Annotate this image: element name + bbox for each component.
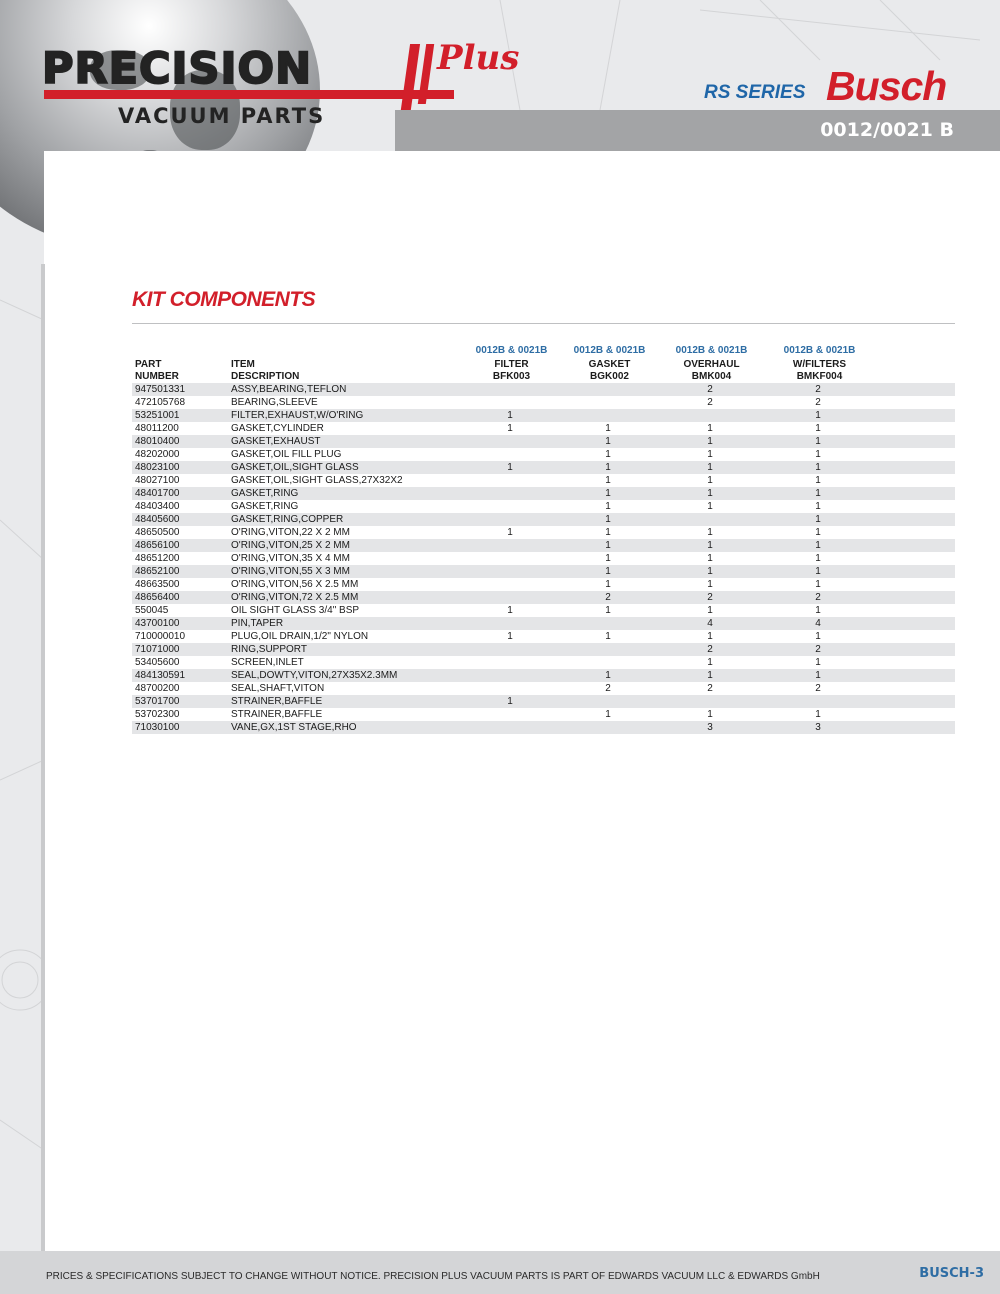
- part-number-cell: 48023100: [135, 462, 180, 473]
- quantity-cell: 1: [507, 631, 513, 642]
- quantity-cell: 1: [605, 566, 611, 577]
- part-number-cell: 48027100: [135, 475, 180, 486]
- table-row: [132, 513, 955, 526]
- description-cell: SEAL,SHAFT,VITON: [231, 683, 325, 694]
- part-number-cell: 53251001: [135, 410, 180, 421]
- description-cell: O'RING,VITON,35 X 4 MM: [231, 553, 350, 564]
- quantity-cell: 1: [815, 605, 821, 616]
- table-body: [132, 383, 955, 734]
- row-filler: [873, 630, 955, 643]
- quantity-cell: [657, 513, 763, 526]
- table-row: [132, 539, 955, 552]
- quantity-cell: [461, 396, 559, 409]
- header-line: BMK004: [691, 371, 732, 382]
- part-number-cell: 48011200: [135, 423, 179, 434]
- row-filler: [873, 552, 955, 565]
- part-number-cell: 48663500: [135, 579, 180, 590]
- quantity-cell: 1: [707, 605, 713, 616]
- quantity-cell: 1: [815, 579, 821, 590]
- description-cell: O'RING,VITON,55 X 3 MM: [231, 566, 350, 577]
- table-row: [132, 526, 955, 539]
- quantity-cell: [559, 721, 657, 734]
- quantity-cell: 1: [707, 631, 713, 642]
- row-filler: [873, 422, 955, 435]
- quantity-cell: 1: [707, 657, 713, 668]
- column-header-row: [132, 359, 955, 383]
- row-filler: [873, 487, 955, 500]
- quantity-cell: [461, 682, 559, 695]
- kit-group-label: 0012B & 0021B: [783, 345, 856, 356]
- kit-group-label: 0012B & 0021B: [475, 345, 548, 356]
- quantity-cell: 1: [815, 670, 821, 681]
- quantity-cell: [461, 721, 559, 734]
- quantity-cell: 2: [815, 683, 821, 694]
- quantity-cell: [461, 487, 559, 500]
- quantity-cell: 1: [605, 436, 611, 447]
- quantity-cell: 1: [707, 462, 713, 473]
- col-header-gasket-kit: [559, 359, 657, 383]
- row-filler: [873, 721, 955, 734]
- quantity-cell: 1: [815, 462, 821, 473]
- table-row: [132, 708, 955, 721]
- quantity-cell: 2: [815, 592, 821, 603]
- quantity-cell: [461, 513, 559, 526]
- quantity-cell: 1: [707, 553, 713, 564]
- quantity-cell: 1: [605, 631, 611, 642]
- quantity-cell: [461, 383, 559, 396]
- model-number: 0012/0021 B: [820, 119, 954, 141]
- quantity-cell: 1: [707, 709, 713, 720]
- quantity-cell: 1: [815, 631, 821, 642]
- header-line: FILTER: [494, 359, 529, 370]
- quantity-cell: 1: [707, 670, 713, 681]
- table-row: [132, 500, 955, 513]
- quantity-cell: 1: [605, 514, 611, 525]
- header-line: DESCRIPTION: [231, 371, 300, 382]
- part-number-cell: 48651200: [135, 553, 180, 564]
- page-number: BUSCH-3: [919, 1266, 984, 1281]
- quantity-cell: 1: [507, 527, 513, 538]
- description-cell: O'RING,VITON,25 X 2 MM: [231, 540, 350, 551]
- quantity-cell: 2: [707, 384, 713, 395]
- quantity-cell: [461, 578, 559, 591]
- logo-precision: PRECISION: [42, 44, 313, 94]
- description-cell: GASKET,OIL FILL PLUG: [231, 449, 342, 460]
- quantity-cell: [657, 695, 763, 708]
- kit-components-table: [132, 345, 955, 734]
- row-filler: [873, 409, 955, 422]
- quantity-cell: [461, 669, 559, 682]
- description-cell: ASSY,BEARING,TEFLON: [231, 384, 347, 395]
- description-cell: O'RING,VITON,22 X 2 MM: [231, 527, 350, 538]
- quantity-cell: [657, 409, 763, 422]
- quantity-cell: 1: [605, 527, 611, 538]
- header-line: ITEM: [231, 359, 255, 370]
- kit-group-label: 0012B & 0021B: [573, 345, 646, 356]
- quantity-cell: [559, 617, 657, 630]
- quantity-cell: [461, 708, 559, 721]
- quantity-cell: 1: [605, 579, 611, 590]
- col-header-part-number: [132, 359, 228, 383]
- row-filler: [873, 383, 955, 396]
- quantity-cell: [559, 383, 657, 396]
- quantity-cell: 1: [707, 488, 713, 499]
- logo-vacuum-parts: VACUUM PARTS: [118, 104, 326, 128]
- part-number-cell: 550045: [135, 605, 169, 616]
- quantity-cell: 2: [605, 683, 611, 694]
- quantity-cell: 1: [815, 657, 821, 668]
- part-number-cell: 710000010: [135, 631, 186, 642]
- quantity-cell: [461, 500, 559, 513]
- table-row: [132, 669, 955, 682]
- quantity-cell: 1: [507, 605, 513, 616]
- quantity-cell: 1: [815, 475, 821, 486]
- quantity-cell: 1: [707, 579, 713, 590]
- part-number-cell: 53405600: [135, 657, 180, 668]
- col-header-filter-kit: [461, 359, 559, 383]
- quantity-cell: 1: [815, 540, 821, 551]
- row-filler: [873, 539, 955, 552]
- quantity-cell: 1: [605, 501, 611, 512]
- part-number-cell: 71071000: [135, 644, 180, 655]
- quantity-cell: 1: [815, 501, 821, 512]
- table-row: [132, 396, 955, 409]
- quantity-cell: 3: [707, 722, 713, 733]
- quantity-cell: 1: [605, 475, 611, 486]
- row-filler: [873, 461, 955, 474]
- row-filler: [873, 604, 955, 617]
- quantity-cell: 1: [815, 436, 821, 447]
- quantity-cell: 4: [707, 618, 713, 629]
- table-row: [132, 461, 955, 474]
- quantity-cell: 1: [605, 605, 611, 616]
- quantity-cell: 1: [605, 488, 611, 499]
- part-number-cell: 48700200: [135, 683, 180, 694]
- header-line: GASKET: [588, 359, 631, 370]
- part-number-cell: 48202000: [135, 449, 180, 460]
- part-number-cell: 48010400: [135, 436, 180, 447]
- row-filler: [873, 396, 955, 409]
- part-number-cell: 472105768: [135, 397, 186, 408]
- table-row: [132, 643, 955, 656]
- quantity-cell: [559, 643, 657, 656]
- quantity-cell: 2: [815, 644, 821, 655]
- col-header-item-description: [228, 359, 461, 383]
- header-line: PART: [135, 359, 162, 370]
- description-cell: VANE,GX,1ST STAGE,RHO: [231, 722, 357, 733]
- quantity-cell: 1: [605, 540, 611, 551]
- row-filler: [873, 643, 955, 656]
- part-number-cell: 947501331: [135, 384, 186, 395]
- quantity-cell: [461, 435, 559, 448]
- kit-group-header-row: [132, 345, 955, 359]
- table-row: [132, 656, 955, 669]
- quantity-cell: [461, 565, 559, 578]
- table-row: [132, 383, 955, 396]
- description-cell: O'RING,VITON,56 X 2.5 MM: [231, 579, 359, 590]
- row-filler: [873, 591, 955, 604]
- description-cell: SCREEN,INLET: [231, 657, 304, 668]
- quantity-cell: 1: [815, 410, 821, 421]
- table-row: [132, 630, 955, 643]
- header-line: BFK003: [492, 371, 531, 382]
- quantity-cell: 1: [507, 410, 513, 421]
- quantity-cell: 2: [707, 592, 713, 603]
- quantity-cell: 1: [815, 553, 821, 564]
- quantity-cell: 1: [605, 709, 611, 720]
- table-row: [132, 448, 955, 461]
- table-row: [132, 409, 955, 422]
- part-number-cell: 484130591: [135, 670, 186, 681]
- quantity-cell: [763, 695, 873, 708]
- description-cell: GASKET,OIL,SIGHT GLASS,27X32X2: [231, 475, 403, 486]
- description-cell: GASKET,RING: [231, 488, 299, 499]
- header-line: BGK002: [590, 371, 629, 382]
- part-number-cell: 48401700: [135, 488, 180, 499]
- header-line: BMKF004: [796, 371, 843, 382]
- quantity-cell: 1: [707, 436, 713, 447]
- quantity-cell: [461, 552, 559, 565]
- row-filler: [873, 578, 955, 591]
- quantity-cell: 1: [605, 423, 611, 434]
- row-filler: [873, 448, 955, 461]
- part-number-cell: 48405600: [135, 514, 180, 525]
- row-filler: [873, 682, 955, 695]
- part-number-cell: 48652100: [135, 566, 180, 577]
- divider: [132, 323, 955, 324]
- row-filler: [873, 513, 955, 526]
- table-row: [132, 578, 955, 591]
- description-cell: BEARING,SLEEVE: [231, 397, 318, 408]
- quantity-cell: [559, 396, 657, 409]
- quantity-cell: [461, 656, 559, 669]
- brand-logo: Busch: [826, 63, 947, 109]
- quantity-cell: [559, 409, 657, 422]
- description-cell: GASKET,EXHAUST: [231, 436, 321, 447]
- quantity-cell: [461, 539, 559, 552]
- quantity-cell: [461, 448, 559, 461]
- description-cell: O'RING,VITON,72 X 2.5 MM: [231, 592, 359, 603]
- row-filler: [873, 708, 955, 721]
- description-cell: STRAINER,BAFFLE: [231, 696, 323, 707]
- quantity-cell: 1: [605, 449, 611, 460]
- description-cell: SEAL,DOWTY,VITON,27X35X2.3MM: [231, 670, 398, 681]
- quantity-cell: 1: [707, 449, 713, 460]
- part-number-cell: 48403400: [135, 501, 180, 512]
- quantity-cell: 1: [507, 696, 513, 707]
- description-cell: GASKET,OIL,SIGHT GLASS: [231, 462, 359, 473]
- quantity-cell: 1: [707, 475, 713, 486]
- row-filler: [873, 565, 955, 578]
- quantity-cell: 1: [707, 423, 713, 434]
- table-row: [132, 565, 955, 578]
- table-row: [132, 591, 955, 604]
- quantity-cell: 1: [507, 462, 513, 473]
- quantity-cell: 1: [815, 449, 821, 460]
- table-row: [132, 474, 955, 487]
- footer-notice: PRICES & SPECIFICATIONS SUBJECT TO CHANGE WITHOUT NOTICE. PRECISION PLUS VACUUM PARTS IS PART OF EDWARDS VACUUM LLC & EDWARDS GmbH: [46, 1271, 820, 1282]
- table-row: [132, 617, 955, 630]
- quantity-cell: [461, 643, 559, 656]
- part-number-cell: 48656100: [135, 540, 180, 551]
- description-cell: OIL SIGHT GLASS 3/4" BSP: [231, 605, 360, 616]
- col-header-overhaul-kit: [657, 359, 763, 383]
- quantity-cell: 1: [605, 462, 611, 473]
- row-filler: [873, 526, 955, 539]
- quantity-cell: 1: [507, 423, 513, 434]
- row-filler: [873, 500, 955, 513]
- table-row: [132, 422, 955, 435]
- row-filler: [873, 474, 955, 487]
- table-row: [132, 695, 955, 708]
- description-cell: PLUG,OIL DRAIN,1/2" NYLON: [231, 631, 369, 642]
- quantity-cell: 1: [815, 527, 821, 538]
- quantity-cell: [461, 617, 559, 630]
- header-line: NUMBER: [135, 371, 179, 382]
- quantity-cell: 2: [605, 592, 611, 603]
- quantity-cell: [559, 695, 657, 708]
- row-filler: [873, 617, 955, 630]
- description-cell: RING,SUPPORT: [231, 644, 307, 655]
- part-number-cell: 53702300: [135, 709, 180, 720]
- part-number-cell: 48650500: [135, 527, 180, 538]
- row-filler: [873, 435, 955, 448]
- quantity-cell: 1: [707, 566, 713, 577]
- header-line: OVERHAUL: [683, 359, 740, 370]
- quantity-cell: [461, 591, 559, 604]
- part-number-cell: 71030100: [135, 722, 180, 733]
- quantity-cell: 1: [815, 514, 821, 525]
- row-filler: [873, 656, 955, 669]
- section-title: KIT COMPONENTS: [132, 288, 316, 311]
- table-row: [132, 435, 955, 448]
- table-row: [132, 682, 955, 695]
- table-row: [132, 721, 955, 734]
- quantity-cell: 3: [815, 722, 821, 733]
- header-line: W/FILTERS: [792, 359, 847, 370]
- part-number-cell: 53701700: [135, 696, 180, 707]
- col-header-overhaul-filters-kit: [763, 359, 873, 383]
- quantity-cell: [461, 474, 559, 487]
- quantity-cell: 1: [605, 670, 611, 681]
- quantity-cell: 1: [815, 566, 821, 577]
- quantity-cell: 1: [605, 553, 611, 564]
- table-row: [132, 487, 955, 500]
- description-cell: STRAINER,BAFFLE: [231, 709, 323, 720]
- row-filler: [873, 695, 955, 708]
- quantity-cell: 1: [815, 488, 821, 499]
- description-cell: GASKET,RING: [231, 501, 299, 512]
- part-number-cell: 43700100: [135, 618, 180, 629]
- description-cell: GASKET,RING,COPPER: [231, 514, 344, 525]
- quantity-cell: 2: [707, 397, 713, 408]
- quantity-cell: 1: [707, 527, 713, 538]
- sheet-edge: [41, 264, 45, 1252]
- description-cell: PIN,TAPER: [231, 618, 284, 629]
- quantity-cell: 1: [815, 423, 821, 434]
- quantity-cell: 2: [707, 644, 713, 655]
- quantity-cell: 2: [815, 397, 821, 408]
- quantity-cell: 1: [707, 501, 713, 512]
- table-row: [132, 604, 955, 617]
- logo-plus: Plus: [437, 38, 520, 78]
- kit-group-label: 0012B & 0021B: [675, 345, 748, 356]
- table-row: [132, 552, 955, 565]
- quantity-cell: 1: [815, 709, 821, 720]
- series-label: RS SERIES: [704, 82, 806, 103]
- part-number-cell: 48656400: [135, 592, 180, 603]
- quantity-cell: 2: [707, 683, 713, 694]
- row-filler: [873, 669, 955, 682]
- quantity-cell: 2: [815, 384, 821, 395]
- quantity-cell: [559, 656, 657, 669]
- quantity-cell: 4: [815, 618, 821, 629]
- description-cell: GASKET,CYLINDER: [231, 423, 324, 434]
- description-cell: FILTER,EXHAUST,W/O'RING: [231, 410, 364, 421]
- quantity-cell: 1: [707, 540, 713, 551]
